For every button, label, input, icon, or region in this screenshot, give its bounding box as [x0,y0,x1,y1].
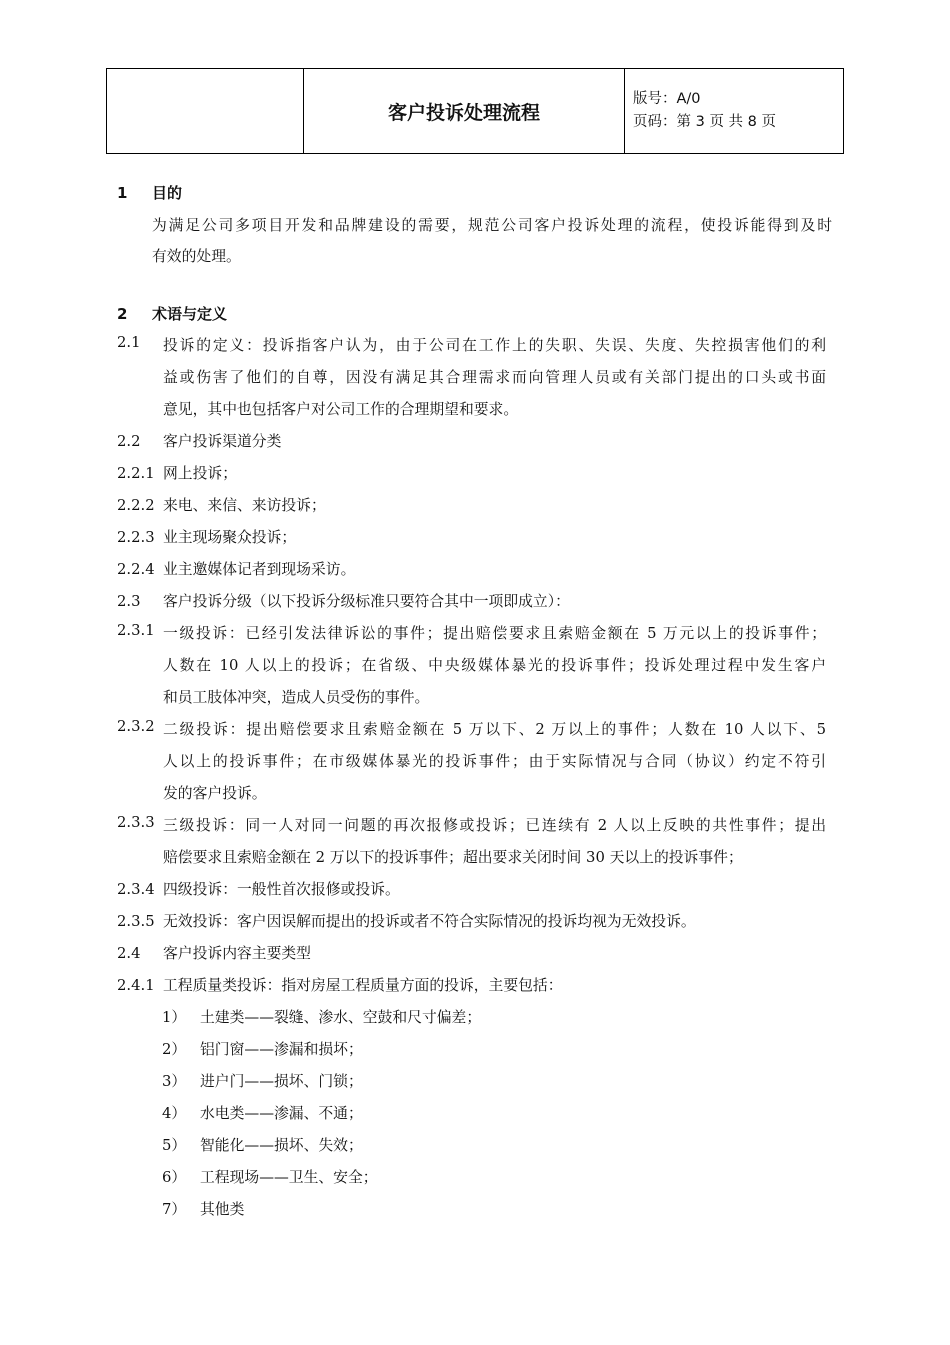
list-item: 智能化——损坏、失效； [200,1137,363,1154]
item-number: 2.3 [117,593,141,610]
item-text: 客户投诉内容主要类型 [163,945,311,962]
list-item: 进户门——损坏、门锁； [200,1073,363,1090]
item-text: 客户投诉分级（以下投诉分级标准只要符合其中一项即成立）： [163,593,570,610]
list-number: 6） [162,1169,187,1186]
item-text: 业主邀媒体记者到现场采访。 [163,561,356,578]
item-number: 2.2 [117,433,141,450]
paragraph-line: 投诉的定义：投诉指客户认为，由于公司在工作上的失职、失误、失度、失控损害他们的利 [163,337,826,354]
list-number: 7） [162,1201,187,1218]
item-number: 2.2.1 [117,465,155,482]
paragraph-line: 意见，其中也包括客户对公司工作的合理期望和要求。 [163,401,519,418]
paragraph-line: 益或伤害了他们的自尊，因没有满足其合理需求而向管理人员或有关部门提出的口头或书面 [163,369,826,386]
item-text: 网上投诉； [163,465,237,482]
section-number: 1 [117,184,128,202]
item-2-4 [117,942,311,963]
list-item: 其他类 [200,1201,245,1218]
item-number: 2.4.1 [117,977,155,994]
paragraph-line: 一级投诉：已经引发法律诉讼的事件；提出赔偿要求且索赔金额在 5 万元以上的投诉事件； [163,625,826,642]
list-number: 3） [162,1073,187,1090]
paragraph-line: 赔偿要求且索赔金额在 2 万以下的投诉事件；超出要求关闭时间 30 天以上的投诉事件； [163,849,743,866]
section-1-heading [117,182,182,203]
document-title: 客户投诉处理流程 [304,69,625,154]
list-item: 工程现场——卫生、安全； [200,1169,378,1186]
page-label: 页码：第 3 页 共 8 页 [633,114,776,130]
item-text: 无效投诉：客户因误解而提出的投诉或者不符合实际情况的投诉均视为无效投诉。 [163,913,696,930]
list-number: 4） [162,1105,187,1122]
item-number: 2.4 [117,945,141,962]
item-2-3-1 [117,622,163,639]
item-2-1 [117,334,163,351]
section-2-heading [117,303,227,324]
paragraph-line: 人以上的投诉事件；在市级媒体暴光的投诉事件；由于实际情况与合同（协议）约定不符引 [163,753,826,770]
item-2-3 [117,590,570,611]
item-number: 2.2.3 [117,529,155,546]
item-text: 业主现场聚众投诉； [163,529,297,546]
item-2-2-1 [117,462,237,483]
item-2-2-3 [117,526,296,547]
item-text: 工程质量类投诉：指对房屋工程质量方面的投诉，主要包括： [163,977,563,994]
item-2-3-4 [117,878,400,899]
item-number: 2.2.2 [117,497,155,514]
item-2-3-5 [117,910,696,931]
item-2-3-3 [117,814,163,831]
item-number: 2.3.2 [117,718,155,735]
section-title: 目的 [152,184,183,202]
item-number: 2.2.4 [117,561,155,578]
item-2-3-2 [117,718,163,735]
section-title: 术语与定义 [152,305,228,323]
logo-cell [107,69,304,154]
item-number: 2.3.1 [117,622,155,639]
item-text: 四级投诉：一般性首次报修或投诉。 [163,881,400,898]
paragraph-line: 人数在 10 人以上的投诉；在省级、中央级媒体暴光的投诉事件；投诉处理过程中发生客户 [163,657,826,674]
list-number: 5） [162,1137,187,1154]
document-header [106,68,844,154]
paragraph-line: 有效的处理。 [152,248,241,265]
paragraph-line: 发的客户投诉。 [163,785,267,802]
list-number: 2） [162,1041,187,1058]
section-number: 2 [117,305,128,323]
version-label: 版号：A/0 [633,91,701,107]
list-number: 1） [162,1009,187,1026]
item-2-2-4 [117,558,355,579]
list-item: 土建类——裂缝、渗水、空鼓和尺寸偏差； [200,1009,482,1026]
list-item: 水电类——渗漏、不通； [200,1105,363,1122]
item-number: 2.3.4 [117,881,155,898]
paragraph-line: 和员工肢体冲突，造成人员受伤的事件。 [163,689,430,706]
item-2-2-2 [117,494,326,515]
paragraph-line: 二级投诉：提出赔偿要求且索赔金额在 5 万以下、2 万以上的事件；人数在 10 人以下、5 [163,721,826,738]
paragraph-line: 为满足公司多项目开发和品牌建设的需要，规范公司客户投诉处理的流程，使投诉能得到及时 [152,217,832,234]
item-number: 2.3.5 [117,913,155,930]
list-item: 铝门窗——渗漏和损坏； [200,1041,363,1058]
item-2-4-1 [117,974,563,995]
item-text: 客户投诉渠道分类 [163,433,282,450]
item-number: 2.1 [117,334,141,351]
item-number: 2.3.3 [117,814,155,831]
item-2-2 [117,430,281,451]
document-meta [625,69,844,154]
item-text: 来电、来信、来访投诉； [163,497,326,514]
paragraph-line: 三级投诉：同一人对同一问题的再次报修或投诉；已连续有 2 人以上反映的共性事件；提出 [163,817,826,834]
